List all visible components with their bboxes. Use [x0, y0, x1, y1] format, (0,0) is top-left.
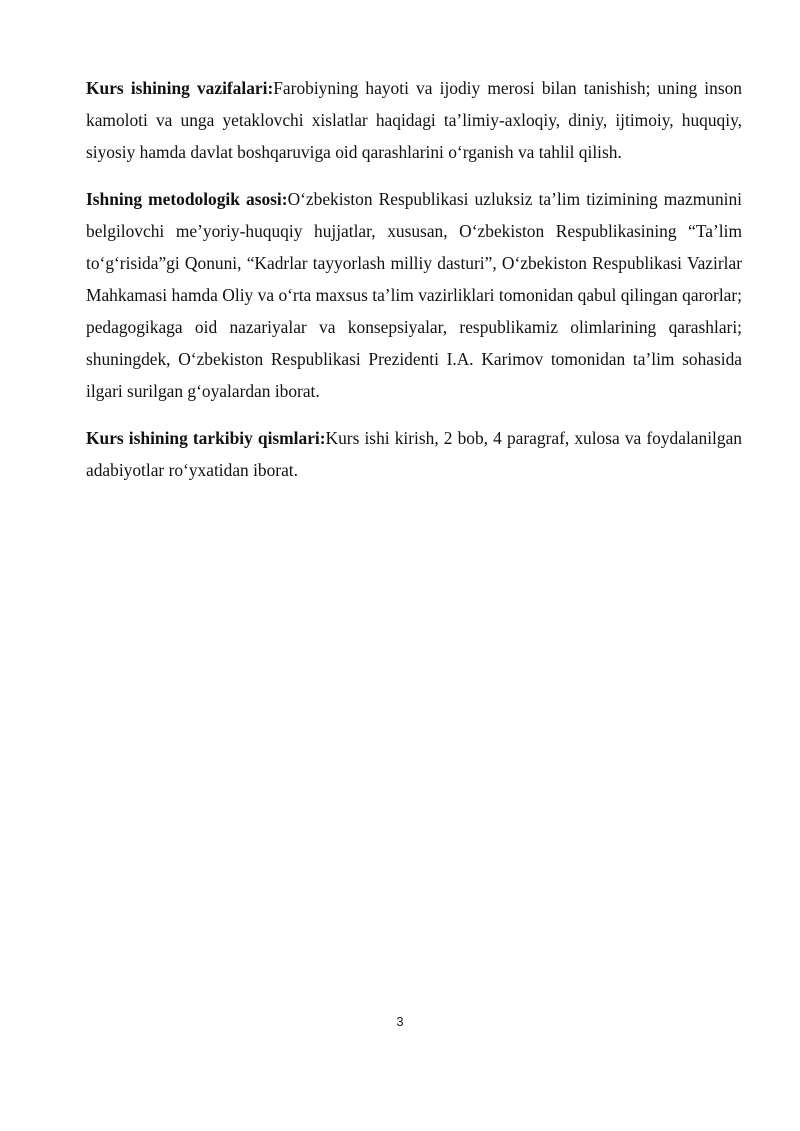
paragraph-body: O‘zbekiston Respublikasi uzluksiz ta’lim tizimining mazmunini belgilovchi me’yoriy-huquqiy hujjatlar, xususan, O‘zbekiston Respublikasining “Ta’lim to‘g‘risida”gi Qonuni, “Kadrlar tayyorlash milliy dasturi”, O‘zbekiston Respublikasi Vazirlar Mahkamasi hamda Oliy va o‘rta maxsus ta’lim vazirliklari tomonidan qabul qilingan qarorlar; pedagogikaga oid nazariyalar va konsepsiyalar, respublikamiz olimlarining qarashlari; shuningdek, O‘zbekiston Respublikasi Prezidenti I.A. Karimov tomonidan ta’lim sohasida ilgari surilgan g‘oyalardan iborat.: [86, 189, 742, 401]
page-number: 3: [396, 1014, 404, 1029]
paragraph-course-tasks: [86, 72, 742, 168]
paragraph-structure: [86, 422, 742, 486]
paragraph-heading: Kurs ishining vazifalari:: [86, 78, 274, 98]
paragraph-body: Farobiyning hayoti va ijodiy merosi bilan tanishish; uning inson kamoloti va unga yetaklovchi xislatlar haqidagi ta’limiy-axloqiy, diniy, ijtimoiy, huquqiy, siyosiy hamda davlat boshqaruviga oid qarashlarini o‘rganish va tahlil qilish.: [86, 78, 742, 162]
page-content: [86, 72, 742, 501]
paragraph-heading: Ishning metodologik asosi:: [86, 189, 288, 209]
paragraph-body: Kurs ishi kirish, 2 bob, 4 paragraf, xulosa va foydalanilgan adabiyotlar ro‘yxatidan iborat.: [86, 428, 742, 480]
paragraph-heading: Kurs ishining tarkibiy qismlari:: [86, 428, 326, 448]
paragraph-methodological-basis: [86, 183, 742, 407]
